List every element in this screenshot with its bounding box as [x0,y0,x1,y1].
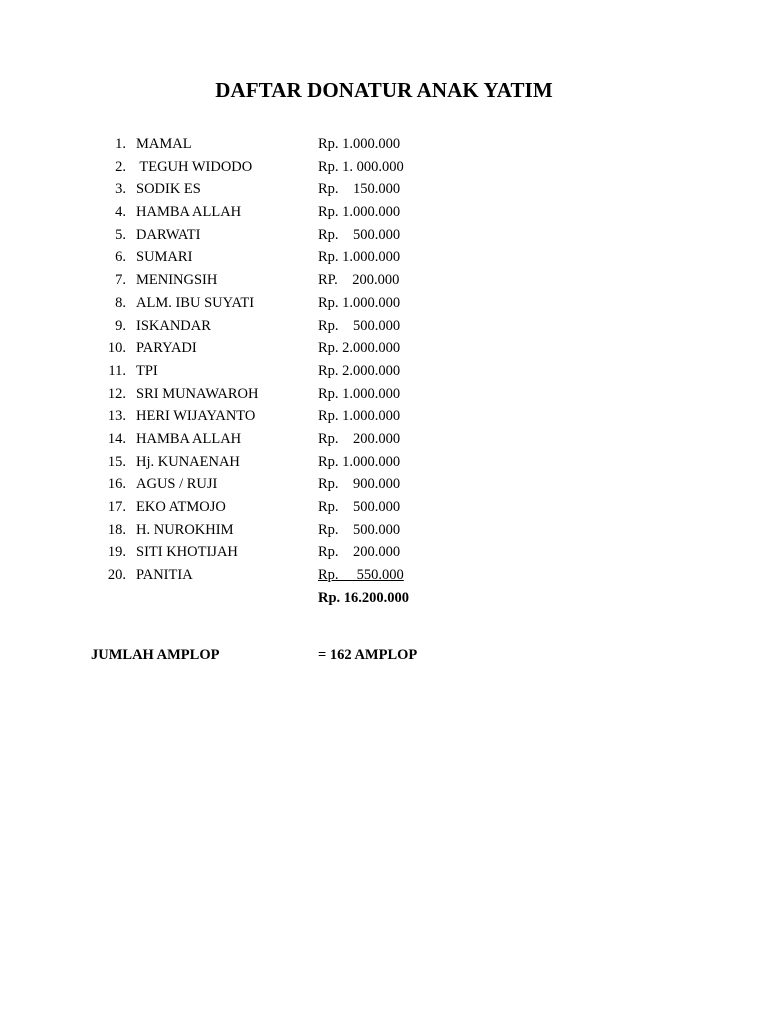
donor-number: 6. [115,249,126,266]
donor-amount: Rp. 550.000 [318,567,404,584]
donor-number: 5. [115,226,126,243]
donor-name: TEGUH WIDODO [136,158,253,175]
donor-row [0,428,768,451]
donor-number: 2. [115,158,126,175]
donor-amount: Rp. 500.000 [318,226,401,243]
donor-number: 19. [107,544,126,561]
donor-number: 8. [115,294,126,311]
donor-number: 1. [115,136,126,152]
donor-name: MAMAL [136,136,192,152]
donor-row [0,246,768,269]
donor-number: 20. [107,567,126,584]
donor-amount: Rp. 500.000 [318,499,401,515]
donor-number: 16. [107,476,126,493]
donor-row [0,337,768,360]
donor-row [0,360,768,383]
donor-name: HAMBA ALLAH [136,204,242,221]
donor-amount: RP. 200.000 [318,272,400,289]
donor-number: 13. [107,408,126,425]
donor-row [0,451,768,474]
donor-amount: Rp. 500.000 [318,317,401,334]
donor-row [0,201,768,224]
donor-name: SODIK ES [136,181,201,198]
donor-amount: Rp. 200.000 [318,544,401,561]
donor-row [0,496,768,519]
donor-row [0,405,768,428]
donor-amount: Rp. 900.000 [318,476,401,493]
donor-amount: Rp. 1. 000.000 [318,158,404,175]
donor-name: TPI [136,362,158,379]
donor-name: HAMBA ALLAH [136,430,242,447]
donor-amount: Rp. 2.000.000 [318,362,401,379]
donor-name: PARYADI [136,340,197,357]
donor-name: MENINGSIH [136,272,218,289]
donor-name: SRI MUNAWAROH [136,385,259,402]
donor-row [0,519,768,542]
donor-row [0,473,768,496]
donor-list [0,133,768,587]
donor-amount: Rp. 150.000 [318,181,401,198]
donor-name: ISKANDAR [136,317,211,334]
donor-name: H. NUROKHIM [136,521,234,538]
donor-number: 15. [107,453,126,470]
donor-amount: Rp. 1.000.000 [318,294,401,311]
donor-number: 9. [115,317,126,334]
donor-number: 18. [107,521,126,538]
donor-name: HERI WIJAYANTO [136,408,256,425]
donor-amount: Rp. 1.000.000 [318,136,401,152]
donor-amount: Rp. 500.000 [318,521,401,538]
donor-number: 7. [115,272,126,289]
donor-number: 12. [107,385,126,402]
donor-amount: Rp. 1.000.000 [318,453,401,470]
donor-row [0,156,768,179]
donor-amount: Rp. 2.000.000 [318,340,401,357]
donor-name: AGUS / RUJI [136,476,218,493]
donor-name: SUMARI [136,249,193,266]
donor-row [0,178,768,201]
donor-number: 3. [115,181,126,198]
donor-row [0,224,768,247]
donor-name: DARWATI [136,226,201,243]
donor-row [0,541,768,564]
donor-row [0,269,768,292]
donor-amount: Rp. 1.000.000 [318,408,401,425]
document-title: DAFTAR DONATUR ANAK YATIM [215,78,553,102]
donor-name: SITI KHOTIJAH [136,544,238,561]
donor-amount: Rp. 1.000.000 [318,204,401,221]
donor-row [0,564,768,587]
donor-number: 14. [107,430,126,447]
donor-name: PANITIA [136,567,193,584]
donor-name: EKO ATMOJO [136,499,226,515]
envelope-count-value: = 162 AMPLOP [318,647,418,663]
donor-row [0,315,768,338]
total-amount: Rp. 16.200.000 [318,590,410,606]
donor-number: 4. [115,204,126,221]
envelope-count-label: JUMLAH AMPLOP [91,647,220,663]
donor-name: ALM. IBU SUYATI [136,294,255,311]
donor-row [0,383,768,406]
donor-name: Hj. KUNAENAH [136,453,240,470]
donor-amount: Rp. 200.000 [318,430,401,447]
donor-row [0,292,768,315]
donor-number: 17. [107,499,126,515]
donor-number: 11. [108,362,126,379]
donor-number: 10. [107,340,126,357]
donor-amount: Rp. 1.000.000 [318,249,401,266]
donor-amount: Rp. 1.000.000 [318,385,401,402]
donor-row [0,133,768,156]
